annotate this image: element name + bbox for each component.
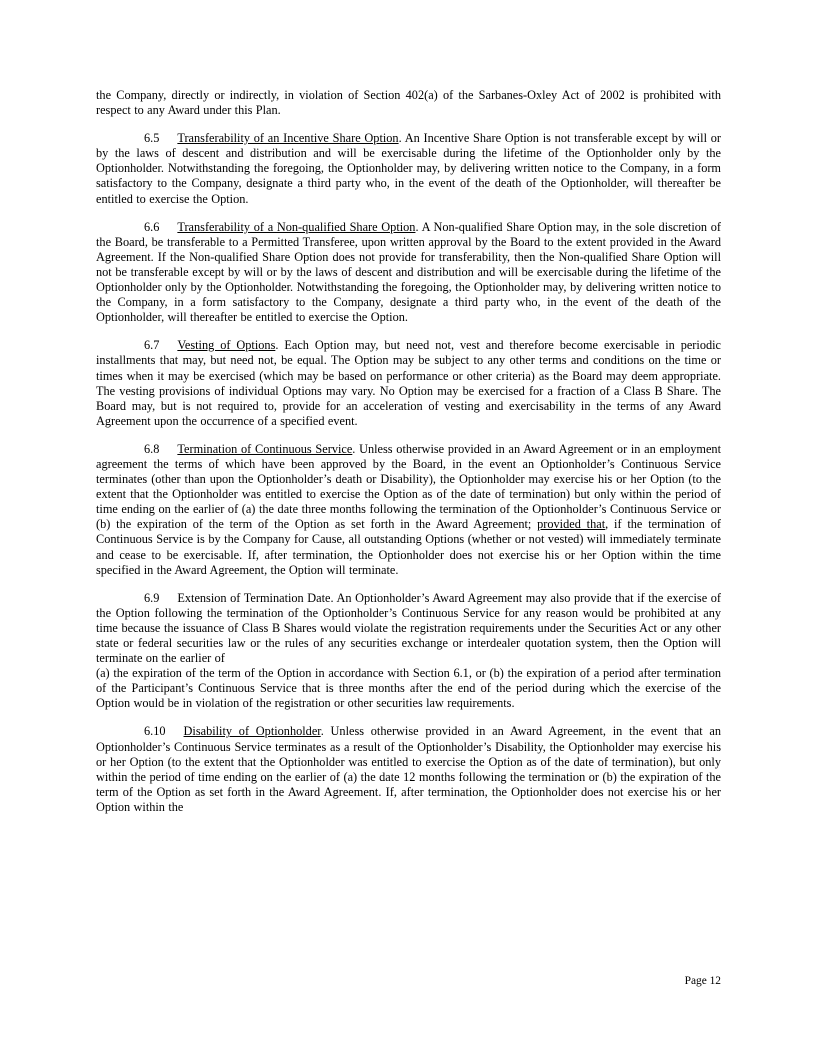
section-body-continued: , if the termination of Continuous Service is by the Company for Cause, all outstanding Options (whether or not vested) will immediately terminate and cease to be exercisable. If, after termination, the Optionholder does not exercise his or her Option within the time specified in the Award Agreement, the Option will terminate.: [96, 517, 721, 577]
section-6-9: [96, 591, 721, 712]
section-6-6: [96, 220, 721, 326]
section-number: 6.10: [144, 724, 166, 739]
section-body: . A Non-qualified Share Option may, in the sole discretion of the Board, be transferable to a Permitted Transferee, upon written approval by the Board to the extent provided in the Award Agreement. If the Non-qualified Share Option does not provide for transferability, then the Non-qualified Share Option will not be transferable except by will or by the laws of descent and distribution and will be exercisable during the lifetime of the Optionholder only by the Optionholder. Notwithstanding the foregoing, the Optionholder may, by delivering written notice to the Company, in a form satisfactory to the Company, designate a third party who, in the event of the death of the Optionholder, will thereafter be entitled to exercise the Option.: [96, 219, 721, 325]
page-footer: [96, 975, 721, 987]
section-heading: Transferability of a Non-qualified Share Option: [177, 219, 416, 234]
section-6-7: [96, 338, 721, 429]
section-body: . Unless otherwise provided in an Award Agreement or in an employment agreement the terms of which have been approved by the Board, in the event an Optionholder’s Continuous Service terminates (other than upon the Optionholder’s death or Disability), the Optionholder may exercise his or her Option (to the extent that the Optionholder was entitled to exercise the Option as of the date of termination) but only within the period of time ending on the earlier of (a) the date three months following the termination of the Optionholder’s Continuous Service or (b) the expiration of the term of the Option as set forth in the Award Agreement;: [96, 441, 721, 532]
section-heading: Transferability of an Incentive Share Option: [177, 131, 399, 146]
section-number: 6.9: [144, 590, 160, 605]
section-heading: Disability of Optionholder: [183, 724, 321, 739]
section-body: . Unless otherwise provided in an Award Agreement, in the event that an Optionholder’s Continuous Service terminates as a result of the Optionholder’s Disability, the Optionholder may exercise his or her Option (to the extent that the Optionholder was entitled to exercise the Option as of the date of termination), but only within the period of time ending on the earlier of (a) the date 12 months following the termination or (b) the expiration of the term of the Option as set forth in the Award Agreement. If, after termination, the Optionholder does not exercise his or her Option within the: [96, 724, 722, 814]
page-number: Page 12: [684, 975, 721, 987]
section-number: 6.6: [144, 219, 160, 234]
section-number: 6.5: [144, 131, 160, 146]
section-body: . Each Option may, but need not, vest and therefore become exercisable in periodic installments that may, but need not, be equal. The Option may be subject to any other terms and conditions on the time or times when it may be exercised (which may be based on performance or other criteria) as the Board may deem appropriate. The vesting provisions of individual Options may vary. No Option may be exercised for a fraction of a Class B Share. The Board may, but is not required to, provide for an acceleration of vesting and exercisability in the terms of any Award Agreement upon the occurrence of a specified event.: [96, 338, 721, 428]
section-6-10: [96, 724, 721, 815]
page-content: [96, 88, 721, 815]
section-number: 6.8: [144, 441, 160, 456]
section-heading: Vesting of Options: [177, 338, 276, 353]
section-heading: Extension of Termination Date: [177, 590, 331, 605]
lead-paragraph: the Company, directly or indirectly, in violation of Section 402(a) of the Sarbanes-Oxley Act of 2002 is prohibited with respect to any Award under this Plan.: [96, 88, 721, 118]
section-body: . An Optionholder’s Award Agreement may also provide that if the exercise of the Option following the termination of the Optionholder’s Continuous Service for any reason would be prohibited at any time because the issuance of Class B Shares would violate the registration requirements under the Securities Act or any other state or federal securities law or the rules of any securities exchange or interdealer quotation system, then the Option will terminate on the earlier of: [96, 590, 721, 666]
section-number: 6.7: [144, 338, 160, 353]
section-body: . An Incentive Share Option is not transferable except by will or by the laws of descent and distribution and will be exercisable during the lifetime of the Optionholder only by the Optionholder. Notwithstanding the foregoing, the Optionholder may, by delivering written notice to the Company, in a form satisfactory to the Company, designate a third party who, in the event of the death of the Optionholder, will thereafter be entitled to exercise the Option.: [96, 131, 721, 206]
section-heading: Termination of Continuous Service: [177, 441, 353, 456]
inline-underlined-phrase: provided that: [537, 517, 606, 532]
section-6-8: [96, 442, 721, 578]
section-body-line2: (a) the expiration of the term of the Option in accordance with Section 6.1, or (b) the expiration of a period after termination of the Participant’s Continuous Service that is three months after the end of the period during which the exercise of the Option would be in violation of the registration or other securities law requirements.: [96, 666, 721, 711]
section-6-5: [96, 131, 721, 206]
